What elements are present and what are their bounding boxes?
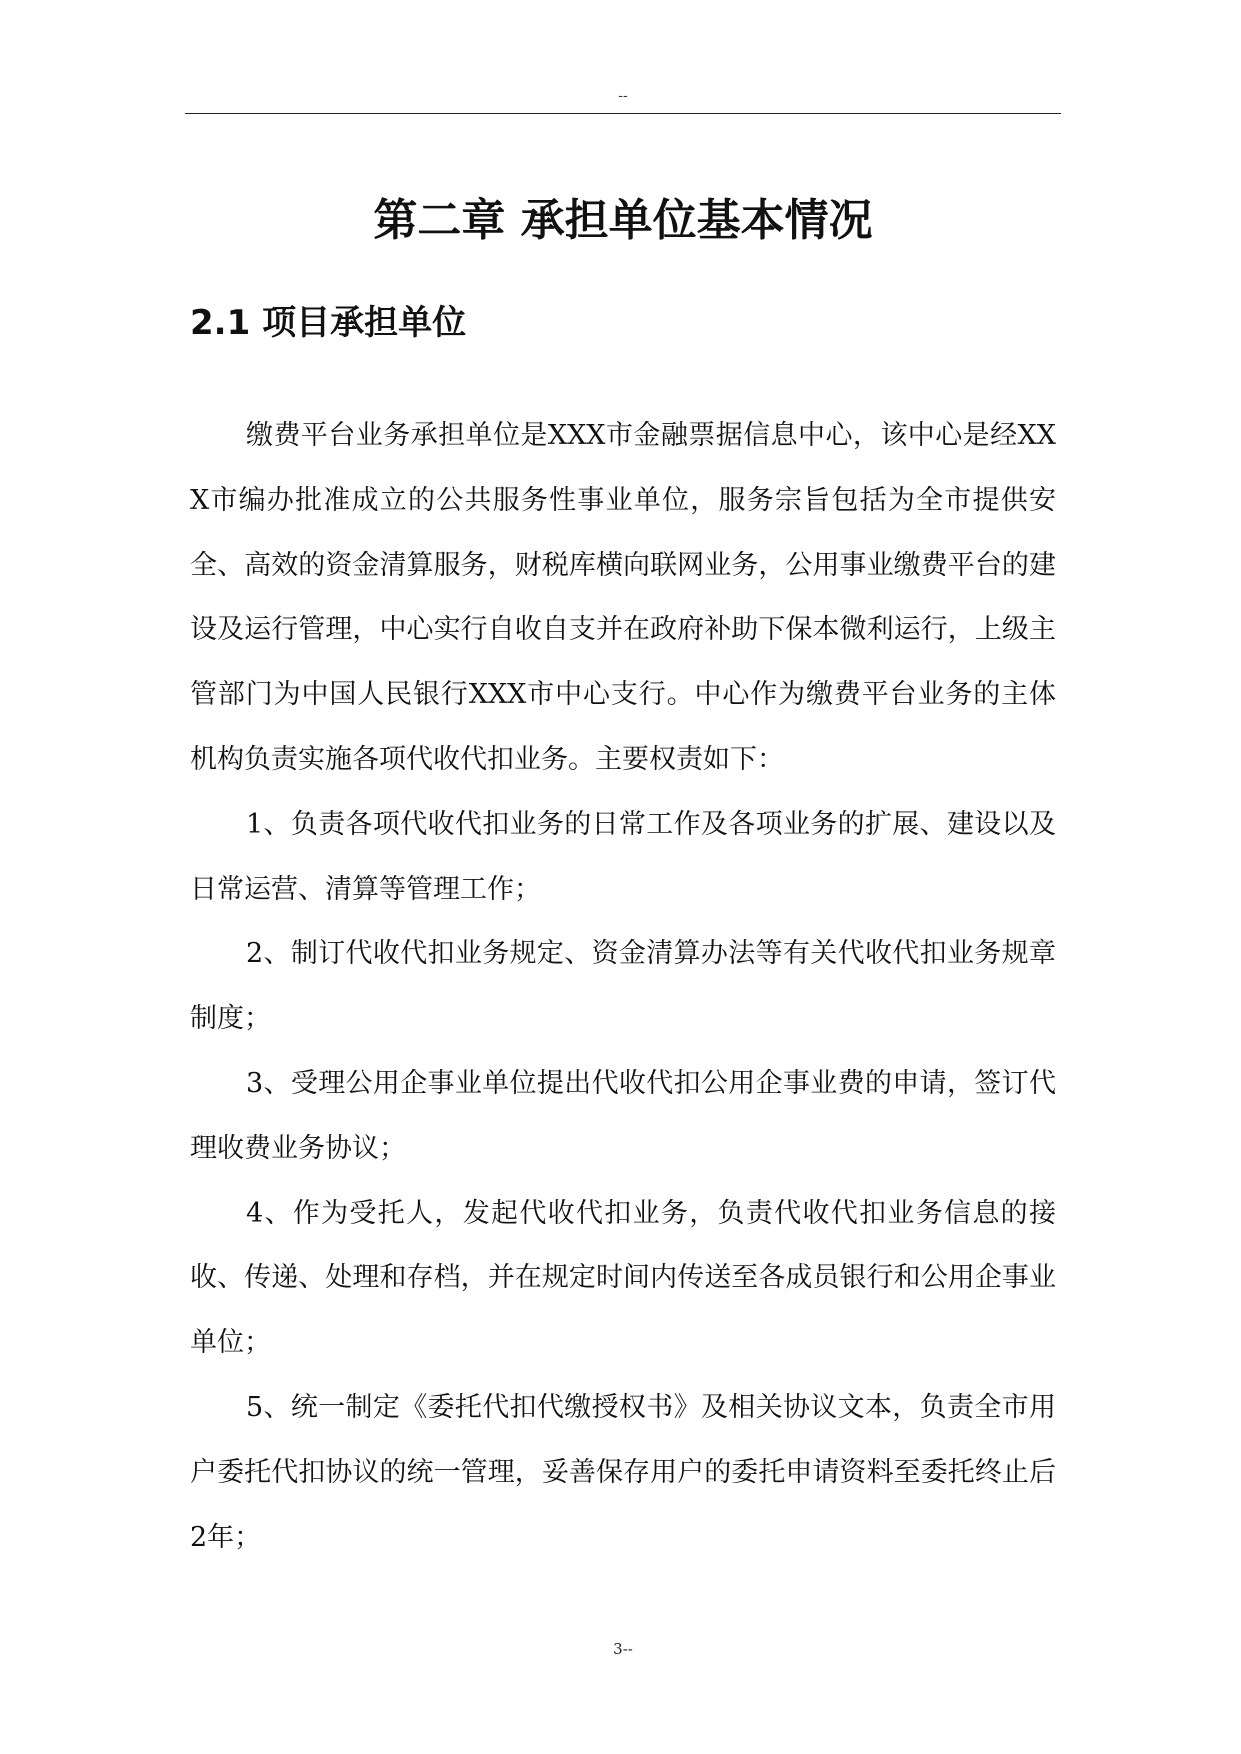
duty-item-5: 5、统一制定《委托代扣代缴授权书》及相关协议文本，负责全市用户委托代扣协议的统一管理，妥善保存用户的委托申请资料至委托终止后2年； [190, 1391, 1056, 1553]
body-text [190, 404, 1056, 1570]
duty-item-2: 2、制订代收代扣业务规定、资金清算办法等有关代收代扣业务规章制度； [190, 938, 1056, 1035]
section-title: 2.1 项目承担单位 [190, 303, 467, 343]
page-header: -- [618, 88, 628, 104]
duty-item-3: 3、受理公用企事业单位提出代收代扣公用企事业费的申请，签订代理收费业务协议； [190, 1067, 1056, 1164]
duty-item-4: 4、作为受托人，发起代收代扣业务，负责代收代扣业务信息的接收、传递、处理和存档，并在规定时间内传送至各成员银行和公用企事业单位； [190, 1197, 1056, 1359]
page-number: 3-- [613, 1640, 633, 1658]
chapter-title: 第二章 承担单位基本情况 [373, 195, 873, 246]
duty-item-1: 1、负责各项代收代扣业务的日常工作及各项业务的扩展、建设以及日常运营、清算等管理工作； [190, 808, 1056, 905]
header-divider [185, 113, 1061, 114]
intro-paragraph: 缴费平台业务承担单位是XXX市金融票据信息中心，该中心是经XXX市编办批准成立的公共服务性事业单位，服务宗旨包括为全市提供安全、高效的资金清算服务，财税库横向联网业务，公用事业缴费平台的建设及运行管理，中心实行自收自支并在政府补助下保本微利运行，上级主管部门为中国人民银行XXX市中心支行。中心作为缴费平台业务的主体机构负责实施各项代收代扣业务。主要权责如下： [190, 420, 1056, 775]
